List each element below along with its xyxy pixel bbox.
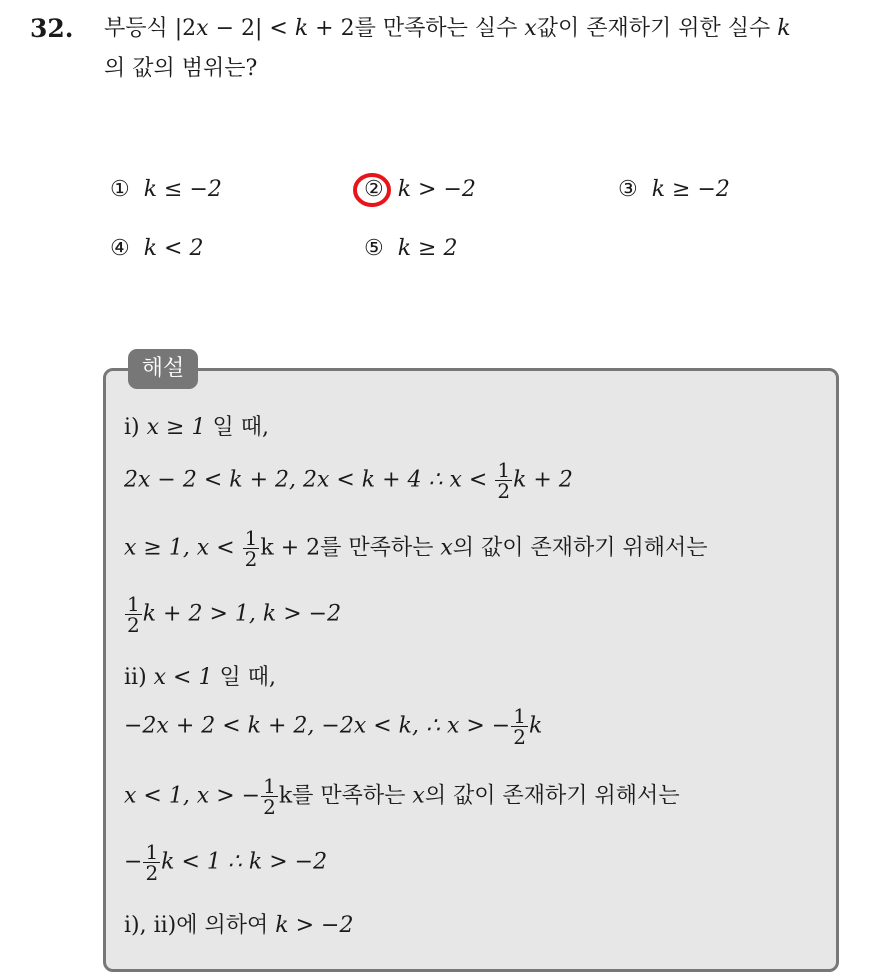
choice-1[interactable]: ① k ≤ −2 (110, 177, 222, 202)
solution-line-7: x < 1, x > − $\frac{1}{2}$ k를 만족하는 x의 값이 존재하기 위해서는 (124, 774, 680, 819)
choice-4[interactable]: ④ k < 2 (110, 236, 204, 261)
fraction: $\frac{1}{2}$ (127, 592, 140, 637)
solution-line-3: x ≥ 1, x < $\frac{1}{2}$ k + 2를 만족하는 x의 값이 존재하기 위해서는 (124, 526, 708, 571)
solution-tag: 해설 (128, 349, 198, 389)
solution-line-2: 2x − 2 < k + 2, 2x < k + 4 ∴ x < $\frac{1}{2}$ k + 2 (124, 458, 573, 503)
question-line-2: 의 값의 범위는? (104, 56, 258, 81)
solution-line-8: − $\frac{1}{2}$ k < 1 ∴ k > −2 (124, 840, 328, 885)
answer-circle-mark (352, 172, 392, 208)
fraction: $\frac{1}{2}$ (244, 526, 258, 571)
fraction: $\frac{1}{2}$ (497, 458, 511, 503)
solution-line-5: ⅱ) x < 1 일 때, (124, 665, 276, 690)
choice-5[interactable]: ⑤ k ≥ 2 (364, 236, 458, 261)
solution-line-9: ⅰ), ⅱ)에 의하여 k > −2 (124, 913, 354, 938)
choice-2[interactable]: ② k > −2 (364, 177, 476, 202)
solution-line-4: $\frac{1}{2}$ k + 2 > 1, k > −2 (127, 592, 342, 637)
solution-line-6: −2x + 2 < k + 2, −2x < k, ∴ x > − $\frac{1}{2}$ k (124, 704, 543, 749)
choice-3[interactable]: ③ k ≥ −2 (618, 177, 730, 202)
fraction: $\frac{1}{2}$ (145, 840, 159, 885)
question-number: 32. (30, 14, 74, 43)
question-line-1: 부등식 |2x − 2| < k + 2를 만족하는 실수 x값이 존재하기 위한 실수 k (104, 16, 791, 41)
solution-line-1: ⅰ) x ≥ 1 일 때, (124, 415, 269, 440)
fraction: $\frac{1}{2}$ (513, 704, 526, 749)
fraction: $\frac{1}{2}$ (263, 774, 276, 819)
